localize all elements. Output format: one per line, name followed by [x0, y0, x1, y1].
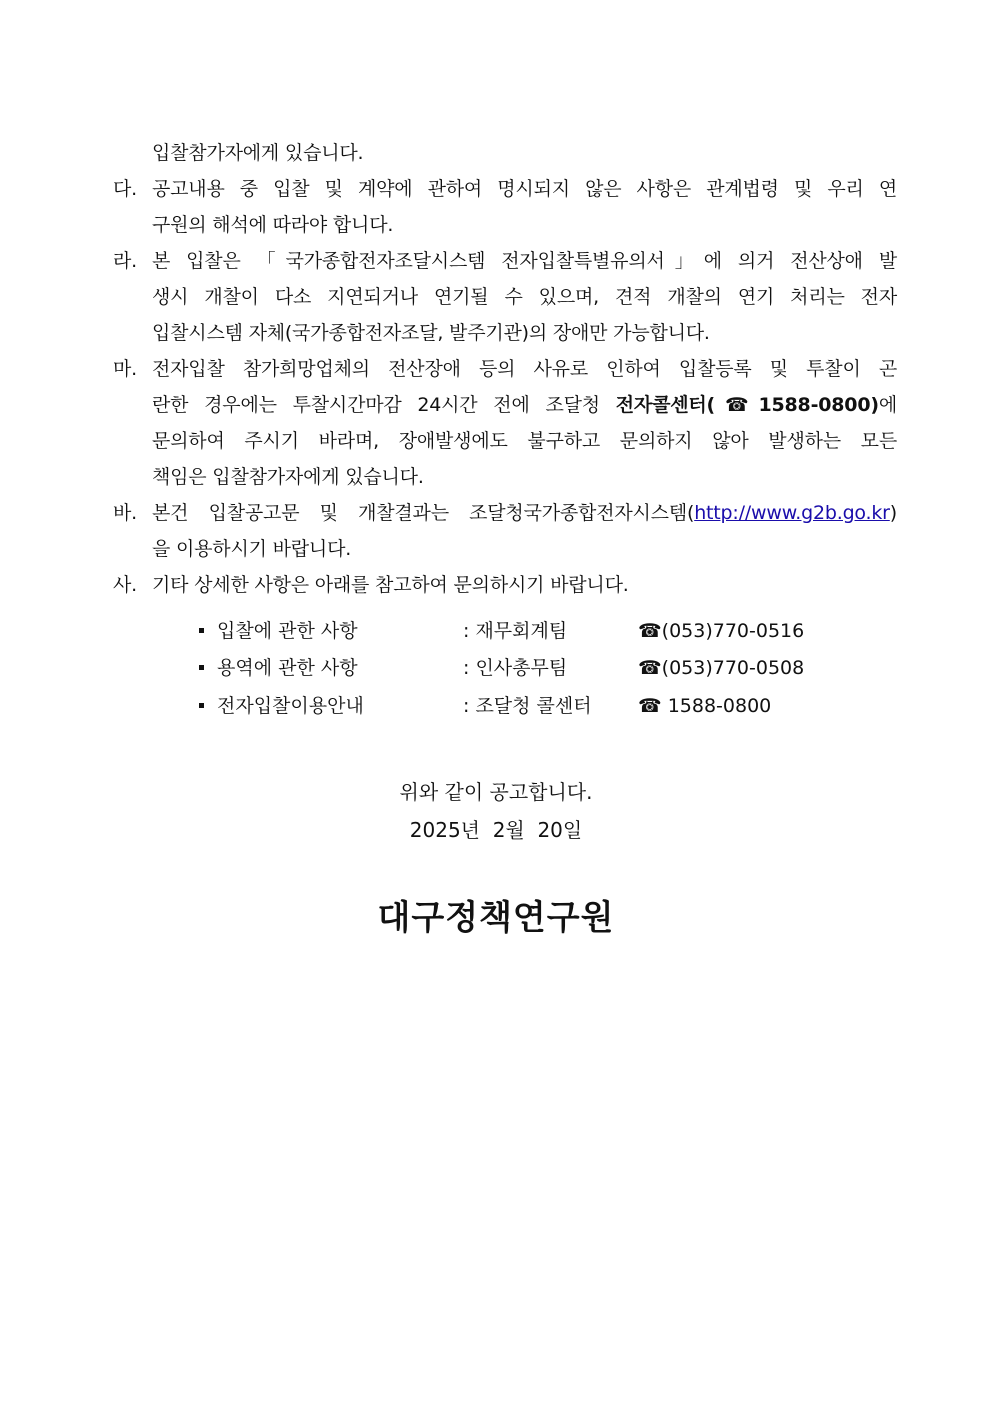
call-center-emphasis: 전자콜센터(☎1588-0800): [615, 394, 879, 416]
item-ba-line-2: 을 이용하시기 바랍니다.: [152, 538, 352, 560]
item-da-line-1: 공고내용 중 입찰 및 계약에 관하여 명시되지 않은 사항은 관계법령 및 우리 연: [152, 178, 897, 200]
item-marker-ra: 라.: [113, 250, 137, 272]
item-ra-line-2: 생시 개찰이 다소 지연되거나 연기될 수 있으며, 견적 개찰의 연기 처리는 전자: [152, 286, 897, 308]
contact-dept: : 조달청 콜센터: [463, 695, 592, 717]
item-ma-line-2: [152, 393, 897, 417]
item-ma-line-2-suffix: 에: [878, 394, 897, 416]
contact-label: 용역에 관한 사항: [217, 657, 358, 679]
item-ma-line-3: 문의하여 주시기 바라며, 장애발생에도 불구하고 문의하지 않아 발생하는 모든: [152, 430, 897, 452]
bullet-icon: [199, 703, 204, 708]
organization-name: 대구정책연구원: [377, 898, 615, 938]
item-ba-line-1-text: 본건 입찰공고문 및 개찰결과는 조달청국가종합전자시스템(: [152, 502, 695, 524]
item-marker-ma: 마.: [113, 358, 137, 380]
contact-dept: : 재무회계팀: [463, 620, 568, 642]
contact-phone: ☎(053)770-0508: [638, 657, 805, 679]
item-ra-line-3: 입찰시스템 자체(국가종합전자조달, 발주기관)의 장애만 가능합니다.: [152, 322, 710, 344]
contact-dept: : 인사총무팀: [463, 657, 568, 679]
item-da-line-2: 구원의 해석에 따라야 합니다.: [152, 214, 394, 236]
contact-label: 전자입찰이용안내: [217, 695, 364, 717]
contact-label: 입찰에 관한 사항: [217, 620, 358, 642]
item-ra-line-1: 본 입찰은 「국가종합전자조달시스템 전자입찰특별유의서」에 의거 전산상애 발: [152, 250, 897, 272]
item-sa-line-1: 기타 상세한 사항은 아래를 참고하여 문의하시기 바랍니다.: [152, 574, 629, 596]
contact-phone: ☎ 1588-0800: [638, 695, 772, 717]
intro-continuation: 입찰참가자에게 있습니다.: [152, 142, 364, 164]
item-ba-line-1: [152, 501, 897, 525]
contact-row-service: [0, 656, 992, 680]
announcement-date: 2025년 2월 20일: [409, 818, 583, 842]
item-ma-line-1: 전자입찰 참가희망업체의 전산장애 등의 사유로 인하여 입찰등록 및 투찰이 곤: [152, 358, 897, 380]
bullet-icon: [199, 628, 204, 633]
contact-row-ebid: [0, 694, 992, 718]
item-marker-da: 다.: [113, 178, 137, 200]
item-ma-line-2-text: 란한 경우에는 투찰시간마감 24시간 전에 조달청: [152, 394, 616, 416]
bullet-icon: [199, 665, 204, 670]
item-marker-sa: 사.: [113, 574, 137, 596]
g2b-link[interactable]: http://www.g2b.go.kr: [694, 502, 890, 524]
item-marker-ba: 바.: [113, 502, 137, 524]
contact-phone: ☎(053)770-0516: [638, 620, 805, 642]
contact-row-bid: [0, 619, 992, 643]
closing-statement: 위와 같이 공고합니다.: [399, 780, 593, 804]
item-ba-line-1-suffix: ): [889, 502, 897, 524]
item-ma-line-4: 책임은 입찰참가자에게 있습니다.: [152, 466, 424, 488]
